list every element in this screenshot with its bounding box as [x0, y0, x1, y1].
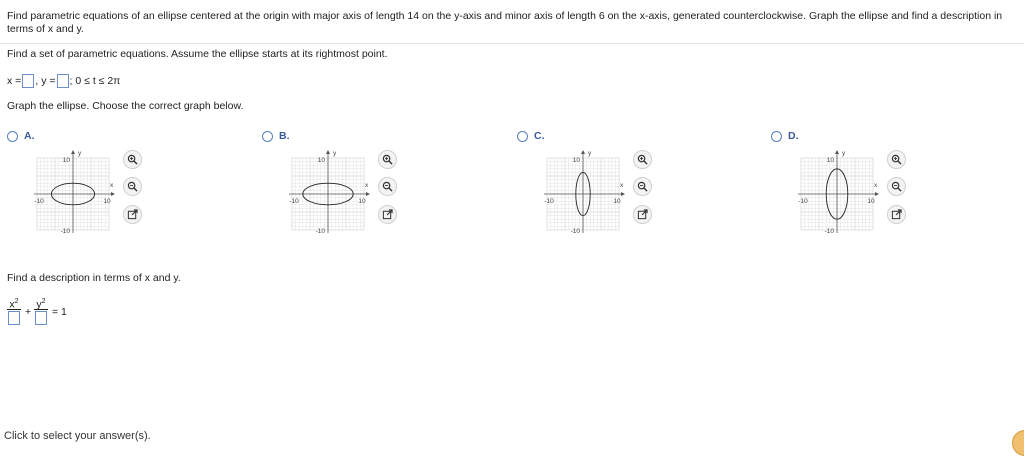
choice-b-label: B.	[279, 130, 290, 142]
fraction-x	[7, 295, 21, 325]
x-axis-name: x	[110, 182, 114, 189]
y-tick-label: 10	[62, 157, 70, 164]
choice-b-graph[interactable]	[286, 146, 372, 246]
y-axis-arrow	[71, 150, 75, 154]
y-denominator-box[interactable]	[35, 311, 47, 325]
x-tick-label: -10	[289, 198, 299, 205]
y-tick-label: -10	[315, 228, 325, 235]
x-axis-name: x	[365, 182, 369, 189]
expand-icon[interactable]	[123, 205, 142, 224]
x-denominator-box[interactable]	[8, 311, 20, 325]
x-tick-label: 10	[103, 198, 111, 205]
x-axis-arrow	[621, 192, 625, 196]
expand-icon[interactable]	[378, 205, 397, 224]
y-tick-label: -10	[570, 228, 580, 235]
y-equals-label: y =	[41, 75, 56, 87]
zoom-in-icon[interactable]	[887, 150, 906, 169]
choice-b-radio[interactable]	[262, 131, 273, 142]
y-tick-label: 10	[826, 157, 834, 164]
choice-d[interactable]	[771, 130, 921, 250]
x-tick-label: 10	[358, 198, 366, 205]
x-tick-label: -10	[798, 198, 808, 205]
x-answer-box[interactable]	[22, 74, 34, 88]
choice-b[interactable]	[262, 130, 412, 250]
x-tick-label: -10	[544, 198, 554, 205]
choice-d-header[interactable]	[771, 130, 799, 142]
status-footer: Click to select your answer(s).	[4, 430, 151, 442]
y-tick-label: -10	[60, 228, 70, 235]
cartesian-equation	[7, 295, 127, 335]
x-equals-label: x =	[7, 75, 22, 87]
y-tick-label: -10	[824, 228, 834, 235]
choice-c-radio[interactable]	[517, 131, 528, 142]
zoom-in-icon[interactable]	[633, 150, 652, 169]
y-axis-arrow	[835, 150, 839, 154]
zoom-out-icon[interactable]	[378, 177, 397, 196]
x-axis-name: x	[620, 182, 624, 189]
question-text: Find parametric equations of an ellipse centered at the origin with major axis of length 14 on the y-axis and minor axis of length 6 on the x-axis, generated counterclockwise. Graph the ellipse and find a description in terms of x and y.	[7, 10, 1003, 35]
choice-d-radio[interactable]	[771, 131, 782, 142]
choice-a-header[interactable]	[7, 130, 35, 142]
y-axis-name: y	[588, 150, 592, 157]
y-tick-label: 10	[572, 157, 580, 164]
x-axis-arrow	[111, 192, 115, 196]
graph-instruction: Graph the ellipse. Choose the correct graph below.	[7, 100, 244, 112]
y-axis-name: y	[78, 150, 82, 157]
zoom-out-icon[interactable]	[887, 177, 906, 196]
y-axis-arrow	[326, 150, 330, 154]
x-axis-arrow	[366, 192, 370, 196]
y-axis-arrow	[581, 150, 585, 154]
x-tick-label: -10	[34, 198, 44, 205]
fraction-x-numerator: $x^2$	[9, 298, 19, 311]
parametric-instruction: Find a set of parametric equations. Assume the ellipse starts at its rightmost point.	[7, 48, 388, 60]
choice-c[interactable]	[517, 130, 667, 250]
zoom-in-icon[interactable]	[378, 150, 397, 169]
y-tick-label: 10	[317, 157, 325, 164]
cartesian-instruction: Find a description in terms of x and y.	[7, 272, 181, 284]
parametric-equation-row	[7, 74, 120, 88]
y-axis-name: y	[333, 150, 337, 157]
choice-a-graph[interactable]	[31, 146, 117, 246]
plus-sign: +	[25, 306, 32, 318]
zoom-in-icon[interactable]	[123, 150, 142, 169]
x-tick-label: 10	[613, 198, 621, 205]
t-range-label: ; 0 ≤ t ≤ 2π	[69, 75, 121, 87]
help-orb[interactable]	[1012, 430, 1024, 456]
y-answer-box[interactable]	[57, 74, 69, 88]
choice-a-label: A.	[24, 130, 35, 142]
choice-c-graph[interactable]	[541, 146, 627, 246]
choice-b-header[interactable]	[262, 130, 290, 142]
divider	[0, 43, 1024, 44]
x-axis-arrow	[875, 192, 879, 196]
expand-icon[interactable]	[633, 205, 652, 224]
fraction-y-numerator: $y^2$	[36, 298, 46, 311]
equals-one: = 1	[52, 306, 67, 318]
x-axis-name: x	[874, 182, 878, 189]
zoom-out-icon[interactable]	[633, 177, 652, 196]
y-axis-name: y	[842, 150, 846, 157]
choice-d-graph[interactable]	[795, 146, 881, 246]
x-tick-label: 10	[867, 198, 875, 205]
choice-a[interactable]	[7, 130, 157, 250]
choice-d-label: D.	[788, 130, 799, 142]
zoom-out-icon[interactable]	[123, 177, 142, 196]
fraction-y	[34, 295, 48, 325]
choice-c-header[interactable]	[517, 130, 545, 142]
choice-c-label: C.	[534, 130, 545, 142]
comma-separator: ,	[35, 75, 39, 87]
expand-icon[interactable]	[887, 205, 906, 224]
choice-a-radio[interactable]	[7, 131, 18, 142]
